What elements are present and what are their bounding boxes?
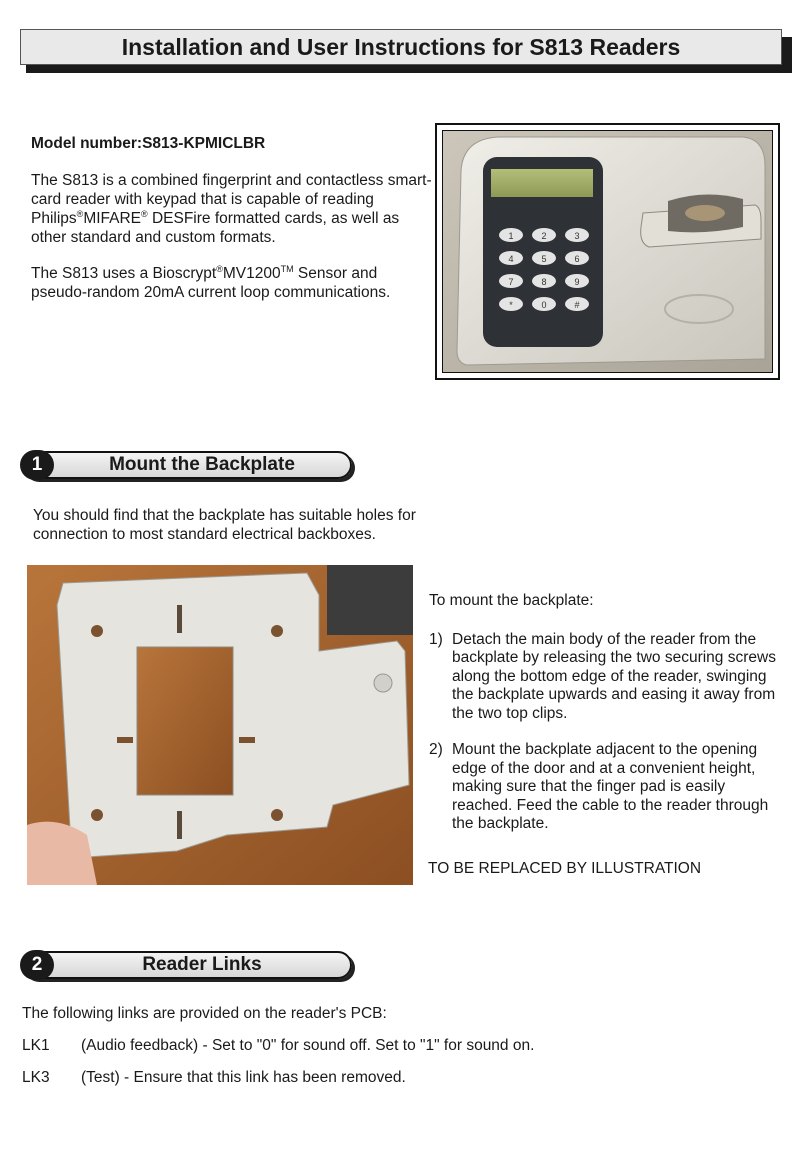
- registered-mark: ®: [216, 264, 223, 274]
- keypad-key-label: 5: [541, 254, 547, 264]
- registered-mark: ®: [141, 209, 148, 219]
- links-intro: The following links are provided on the reader's PCB:: [22, 1005, 387, 1022]
- model-number: Model number:S813-KPMICLBR: [31, 135, 266, 152]
- reader-photo: [435, 123, 780, 380]
- mifare-text: MIFARE: [83, 210, 142, 227]
- reader-illustration: [443, 131, 773, 372]
- keypad-key-label: 8: [541, 277, 547, 287]
- section-1-intro: You should find that the backplate has suitable holes for connection to most standard electrical backboxes.: [33, 507, 416, 543]
- page-title-text: Installation and User Instructions for S813 Readers: [121, 33, 681, 60]
- link-desc: (Audio feedback) - Set to "0" for sound off. Set to "1" for sound on.: [81, 1037, 535, 1054]
- section-title: Reader Links: [142, 954, 262, 975]
- list-item: [429, 741, 789, 834]
- keypad-key-label: 0: [541, 300, 547, 310]
- keypad-key-label: 2: [541, 231, 547, 241]
- reader-photo-inner: [442, 130, 773, 373]
- step-text: Detach the main body of the reader from the backplate by releasing the two securing screws along the bottom edge of the reader, swinging the backplate upwards and easing it away from the two top clips.: [452, 630, 776, 722]
- illustration-note: TO BE REPLACED BY ILLUSTRATION: [428, 860, 702, 877]
- keypad-key-label: *: [509, 300, 513, 310]
- keypad-key-label: 3: [574, 231, 580, 241]
- link-desc: (Test) - Ensure that this link has been removed.: [81, 1069, 406, 1086]
- keypad-key-label: 4: [508, 254, 514, 264]
- step-number: 1): [429, 630, 443, 648]
- keypad-key-label: 7: [508, 277, 514, 287]
- steps-heading: To mount the backplate:: [429, 592, 594, 609]
- step-number: 2): [429, 741, 443, 758]
- intro-p2-start: The S813 uses a Bioscrypt: [31, 265, 217, 282]
- section-title: Mount the Backplate: [109, 454, 295, 475]
- section-number-badge: 1: [20, 450, 54, 480]
- intro-p2-end: Sensor and pseudo-random 20mA current loop communications.: [31, 265, 391, 301]
- keypad-key-label: 6: [574, 254, 580, 264]
- section-1-header: [22, 451, 352, 481]
- steps-list: [429, 631, 789, 834]
- mv1200-text: MV1200: [222, 265, 281, 282]
- section-number-badge: 2: [20, 950, 54, 980]
- intro-p1-end: DESFire formatted cards, as well as other standard and custom formats.: [31, 210, 400, 246]
- step-text: Mount the backplate adjacent to the opening edge of the door and at a convenient height, making sure that the finger pad is easily reached. Feed the cable to the reader through the backplate.: [452, 741, 769, 832]
- link-row: [22, 1036, 782, 1055]
- link-key: LK3: [22, 1069, 50, 1086]
- reader-links: [22, 1004, 782, 1087]
- list-item: [429, 631, 789, 724]
- section-2-header: [22, 951, 352, 981]
- intro-p1-start: The S813 is a combined fingerprint and contactless smart-card reader with keypad that is capable of reading Philips: [31, 172, 432, 227]
- keypad-key-label: 9: [574, 277, 580, 287]
- link-row: [22, 1068, 782, 1087]
- intro-text: [31, 134, 436, 319]
- intro-paragraph-2: [31, 264, 436, 302]
- trademark-mark: TM: [280, 264, 294, 274]
- keypad-key-label: #: [574, 300, 580, 310]
- page-title: [20, 29, 782, 65]
- backplate-illustration: [27, 565, 413, 885]
- intro-paragraph-1: [31, 171, 436, 247]
- registered-mark: ®: [76, 209, 84, 219]
- keypad-key-label: 1: [508, 231, 514, 241]
- backplate-photo: [27, 565, 413, 885]
- mount-steps: [429, 592, 789, 852]
- link-key: LK1: [22, 1037, 50, 1054]
